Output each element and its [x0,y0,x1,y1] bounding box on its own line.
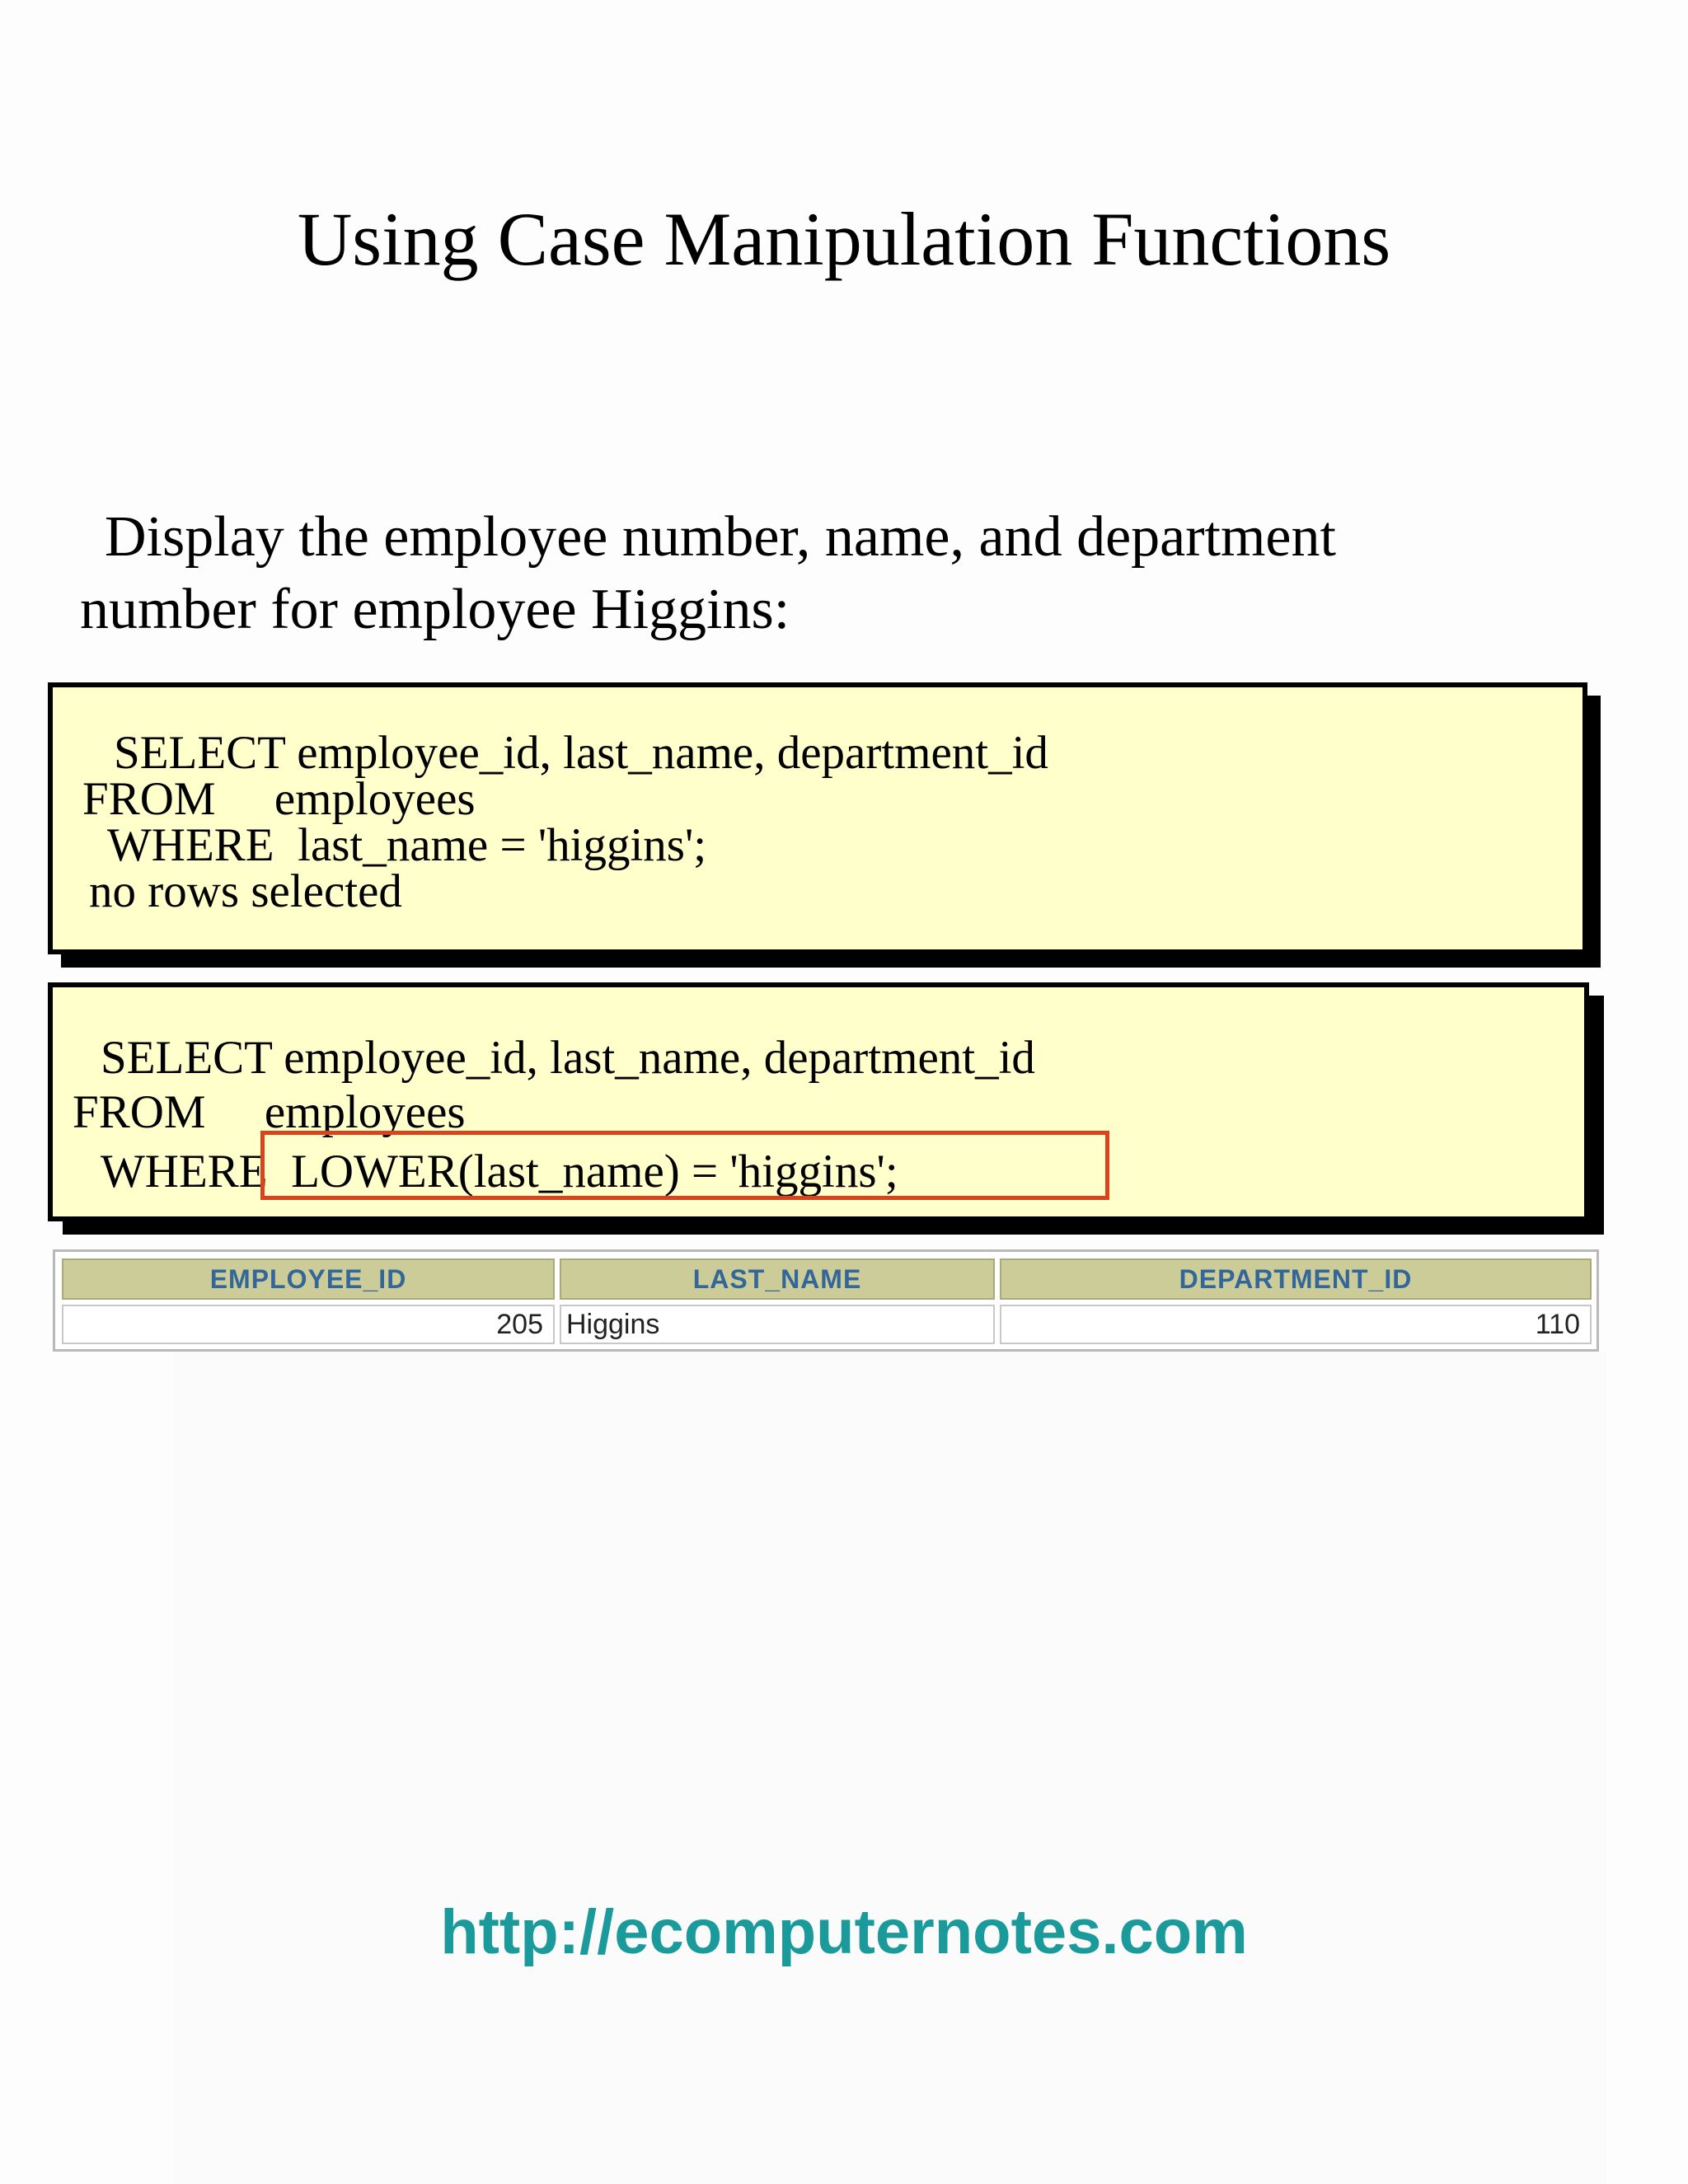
cell-employee-id: 205 [62,1305,555,1344]
lower-function-highlight [260,1131,1109,1200]
code-2-line-3: WHERE LOWER(last_name) = 'higgins'; [101,1146,898,1197]
column-header-employee-id: EMPLOYEE_ID [62,1258,555,1300]
cell-last-name: Higgins [560,1305,995,1344]
code-1-line-2: FROM employees [82,773,476,825]
page-shade [173,1352,1607,2184]
intro-line-1: Display the employee number, name, and department [105,505,1336,569]
footer-url-link[interactable]: http://ecomputernotes.com [440,1897,1248,1967]
code-2-line-2: FROM employees [73,1086,466,1138]
code-1-line-1: SELECT employee_id, last_name, department_id [114,727,1048,779]
code-1-line-3: WHERE last_name = 'higgins'; [107,819,707,871]
code-1-line-4: no rows selected [89,865,402,917]
result-table [53,1249,1599,1352]
slide-title: Using Case Manipulation Functions [297,197,1391,281]
column-header-department-id: DEPARTMENT_ID [1000,1258,1592,1300]
cell-department-id: 110 [1000,1305,1592,1344]
intro-line-2: number for employee Higgins: [80,578,790,641]
column-header-last-name: LAST_NAME [560,1258,995,1300]
code-2-line-1: SELECT employee_id, last_name, department_id [101,1032,1035,1084]
intro-text [80,501,1336,646]
